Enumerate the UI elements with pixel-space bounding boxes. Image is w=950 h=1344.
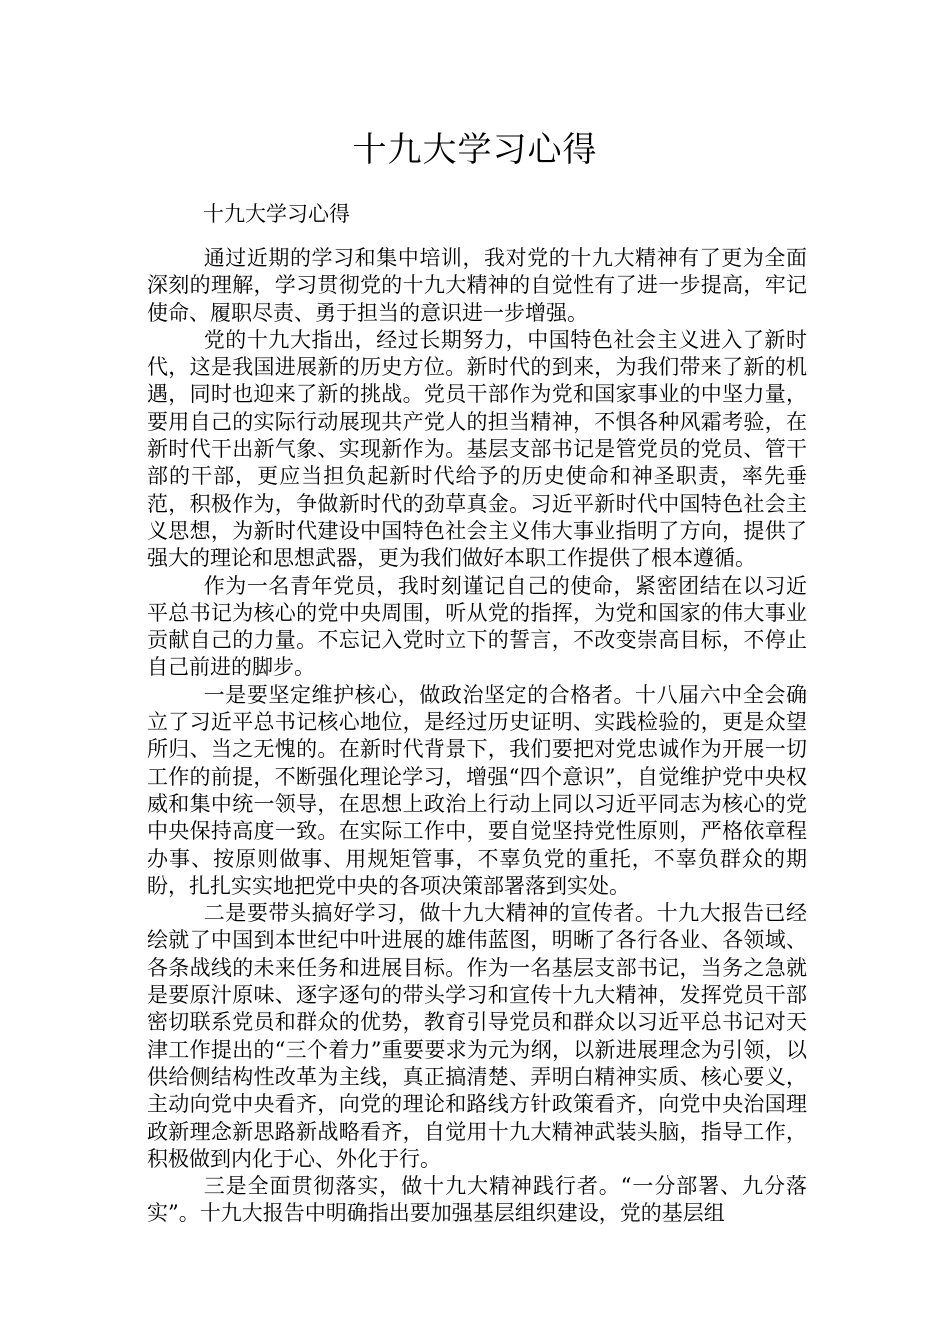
paragraph: 二是要带头搞好学习，做十九大精神的宣传者。十九大报告已经绘就了中国到本世纪中叶进展的雄伟蓝图，明晰了各行各业、各领域、各条战线的未来任务和进展目标。作为一名基层支部书记，当务之急就是要原汁原味、逐字逐句的带头学习和宣传十九大精神，发挥党员干部密切联系党员和群众的优势，教育引导党员和群众以习近平总书记对天津工作提出的“三个着力”重要要求为元为纲，以新进展理念为引领，以供给侧结构性改革为主线，真正搞清楚、弄明白精神实质、核心要义，主动向党中央看齐，向党的理论和路线方针政策看齐，向党中央治国理政新理念新思路新战略看齐，自觉用十九大精神武装头脑，指导工作，积极做到内化于心、外化于行。	[147, 901, 807, 1171]
paragraph: 通过近期的学习和集中培训，我对党的十九大精神有了更为全面深刻的理解，学习贯彻党的十九大精神的自觉性有了进一步提高，牢记使命、履职尽责、勇于担当的意识进一步增强。	[147, 246, 807, 325]
document-body	[147, 245, 807, 1228]
document-title: 十九大学习心得	[352, 130, 598, 170]
paragraph: 三是全面贯彻落实，做十九大精神践行者。“一分部署、九分落实”。十九大报告中明确指出要加强基层组织建设，党的基层组	[147, 1174, 807, 1226]
paragraph: 一是要坚定维护核心，做政治坚定的合格者。十八届六中全会确立了习近平总书记核心地位，是经过历史证明、实践检验的，更是众望所归、当之无愧的。在新时代背景下，我们要把对党忠诚作为开展一切工作的前提，不断强化理论学习，增强“四个意识”，自觉维护党中央权威和集中统一领导，在思想上政治上行动上同以习近平同志为核心的党中央保持高度一致。在实际工作中，要自觉坚持党性原则，严格依章程办事、按原则做事、用规矩管事，不辜负党的重托，不辜负群众的期盼，扎扎实实地把党中央的各项决策部署落到实处。	[147, 682, 807, 898]
document-subtitle: 十九大学习心得	[203, 202, 350, 226]
paragraph: 党的十九大指出，经过长期努力，中国特色社会主义进入了新时代，这是我国进展新的历史方位。新时代的到来，为我们带来了新的机遇，同时也迎来了新的挑战。党员干部作为党和国家事业的中坚力量，要用自己的实际行动展现共产党人的担当精神，不惧各种风霜考验，在新时代干出新气象、实现新作为。基层支部书记是管党员的党员、管干部的干部，更应当担负起新时代给予的历史使命和神圣职责，率先垂范，积极作为，争做新时代的劲草真金。习近平新时代中国特色社会主义思想，为新时代建设中国特色社会主义伟大事业指明了方向，提供了强大的理论和思想武器，更为我们做好本职工作提供了根本遵循。	[147, 327, 807, 571]
paragraph: 作为一名青年党员，我时刻谨记自己的使命，紧密团结在以习近平总书记为核心的党中央周围，听从党的指挥，为党和国家的伟大事业贡献自己的力量。不忘记入党时立下的誓言，不改变崇高目标，不停止自己前进的脚步。	[147, 573, 807, 680]
